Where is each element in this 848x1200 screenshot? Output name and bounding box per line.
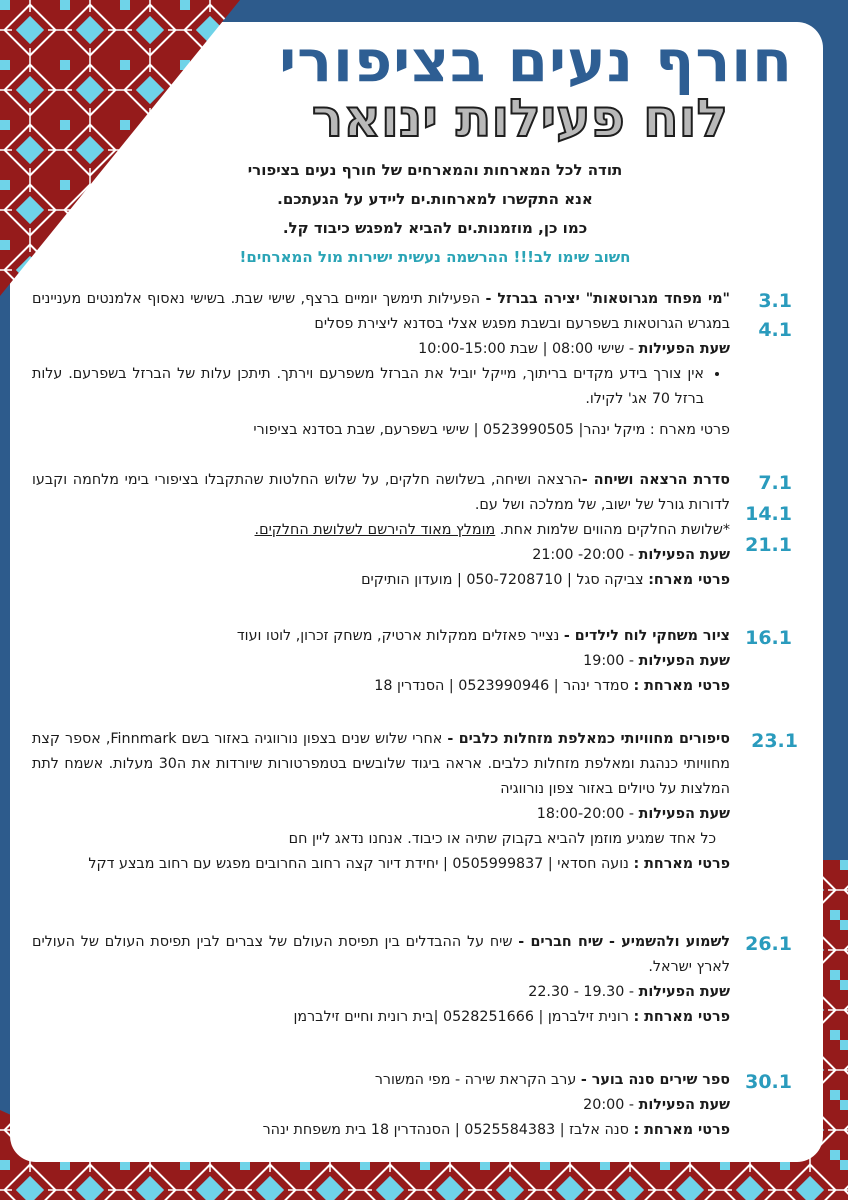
event-desc: אחרי שלוש שנים בצפון נורווגיה באזור בשם Finnmark, אספר קצת מחוויותי כנהגת ומאלפת מזחלות כלבים. אראה ביגוד שלובשים בטמפרטורות שיורדות את ה30 מעלות. אשמח לתת המלצות על טיולים באזור צפון נורווגיה — [32, 731, 731, 797]
event-desc: שיח על ההבדלים בין תפיסת העולם של צברים לבין תפיסת העולם של העולים לארץ ישראל. — [32, 934, 730, 975]
event-bullets — [32, 362, 730, 412]
intro-line: תודה לכל המארחות והמארחים של חורף נעים בציפורי — [247, 161, 623, 179]
event-desc: הרצאה ושיחה, בשלושה חלקים, על שלוש החלטות שהתקבלו בציפורי בימי מלחמה וקבעו לדורות גורל של ישוב, של ממלכה ושל עם. — [32, 472, 730, 513]
host-label: פרטי מארחת : — [633, 678, 730, 694]
event-description — [32, 468, 730, 518]
event-title: סדרת הרצאה ושיחה - — [581, 472, 730, 488]
event-item — [32, 1068, 792, 1148]
event-date: 3.1 — [758, 290, 792, 312]
event-dates — [732, 624, 792, 653]
event-host — [32, 1005, 730, 1030]
event-extra: כל אחד שמגיע מוזמן להביא בקבוק שתיה או כיבוד. אנחנו נדאג ליין חם — [288, 831, 716, 847]
event-date: 30.1 — [745, 1071, 792, 1093]
note-text: *שלושת החלקים מהווים שלמות אחת. — [499, 522, 730, 538]
event-desc: ערב הקראת שירה - מפי המשורר — [374, 1072, 577, 1088]
event-title: "מי מפחד מגרוטאות" יצירה בברזל - — [485, 291, 730, 307]
event-hours — [32, 802, 730, 827]
intro-line: אנא התקשרו למארחות.ים ליידע על הגעתכם. — [277, 190, 593, 208]
event-body — [32, 1068, 730, 1143]
event-item — [32, 727, 798, 907]
host-value: סמדר ינהר | 0523990946 | הסנדרין 18 — [374, 678, 629, 694]
event-body — [32, 468, 730, 593]
hours-value: - 19:00 — [583, 653, 635, 669]
event-host — [32, 852, 730, 877]
event-host — [32, 1118, 730, 1143]
event-hours — [32, 337, 730, 362]
event-description — [32, 287, 730, 337]
host-label: פרטי מארחת : — [633, 1009, 730, 1025]
hours-value: - שישי 08:00 | שבת 10:00-15:00 — [418, 341, 635, 357]
event-dates — [732, 287, 792, 345]
hours-value: - 20:00- 21:00 — [532, 547, 635, 563]
host-label: פרטי מארחת : — [633, 1122, 730, 1138]
event-date: 14.1 — [745, 503, 792, 525]
hours-value: - 20:00 — [583, 1097, 635, 1113]
event-bullet: • אין צורך בידע מקדים בריתוך, מייקל יוביל את הברזל משפרעם וירתך. תיתכן עלות של הברזל בשפרעם. עלות ברזל 70 אג' לקילו. — [32, 362, 704, 412]
event-item — [32, 930, 792, 1040]
event-item — [32, 624, 792, 704]
event-title: ציור משחקי לוח לילדים - — [563, 628, 730, 644]
hours-label: שעת הפעילות — [638, 806, 730, 822]
event-date: 21.1 — [745, 534, 792, 556]
event-host — [32, 418, 730, 443]
event-title: ספר שירים סנה בוער - — [580, 1072, 730, 1088]
hours-value: - 18:00-20:00 — [536, 806, 635, 822]
event-item — [32, 468, 792, 598]
event-description — [32, 624, 730, 649]
host-value: : מיקל ינהר| 0523990505 | שישי בשפרעם, שבת בסדנא בציפורי — [253, 422, 655, 438]
event-dates — [738, 727, 798, 756]
event-body — [32, 727, 730, 877]
hours-label: שעת הפעילות — [638, 1097, 730, 1113]
event-date: 16.1 — [745, 627, 792, 649]
host-label: פרטי מארחת : — [633, 856, 730, 872]
event-hours — [32, 649, 730, 674]
event-body — [32, 624, 730, 699]
event-hours — [32, 543, 730, 568]
host-value: צביקה סגל | 050-7208710 | מועדון הותיקים — [361, 572, 644, 588]
event-dates — [732, 1068, 792, 1097]
hours-value: - 19.30 - 22.30 — [528, 984, 635, 1000]
hours-label: שעת הפעילות — [638, 984, 730, 1000]
event-item — [32, 287, 792, 437]
event-date: 7.1 — [758, 472, 792, 494]
event-date: 23.1 — [751, 730, 798, 752]
note-underline: מומלץ מאוד להירשם לשלושת החלקים. — [254, 522, 496, 538]
event-hours — [32, 1093, 730, 1118]
host-value: סנה אלבז | 0525584383 | הסנהדרין 18 בית משפחת ינהר — [262, 1122, 629, 1138]
hours-label: שעת הפעילות — [638, 653, 730, 669]
event-description — [32, 727, 730, 802]
event-body — [32, 287, 730, 443]
hours-label: שעת הפעילות — [638, 547, 730, 563]
event-note — [32, 518, 730, 543]
event-body — [32, 930, 730, 1030]
host-label: פרטי מארח: — [648, 572, 730, 588]
event-desc: הפעילות תימשך יומיים ברצף, שישי שבת. בשישי נאסוף אלמנטים מעניינים במגרש הגרוטאות בשפרעם ובשבת מפגש אצלי בסדנא ליצירת פסלים — [32, 291, 730, 332]
intro-text — [150, 156, 720, 272]
event-dates — [732, 930, 792, 959]
event-description — [32, 1068, 730, 1093]
event-title: לשמוע ולהשמיע - שיח חברים - — [518, 934, 730, 950]
page-subtitle: לוח פעילות ינואר — [311, 89, 728, 149]
event-date: 4.1 — [758, 319, 792, 341]
event-dates — [732, 468, 792, 561]
event-hours — [32, 980, 730, 1005]
event-host — [32, 674, 730, 699]
event-host — [32, 568, 730, 593]
event-date: 26.1 — [745, 933, 792, 955]
host-value: נועה חסדאי | 0505999837 | יחידת דיור קצה רחוב החרובים מפגש עם רחוב מבצע דקל — [88, 856, 629, 872]
page-title: חורף נעים בציפורי — [279, 27, 793, 95]
event-desc: נצייר פאזלים ממקלות ארטיק, משחק זכרון, לוטו ועוד — [236, 628, 560, 644]
registration-notice: חשוב שימו לב!!! ההרשמה נעשית ישירות מול המארחים! — [239, 248, 631, 266]
host-value: רונית זילברמן | 0528251666 |בית רונית וחיים זילברמן — [293, 1009, 629, 1025]
hours-label: שעת הפעילות — [638, 341, 730, 357]
intro-line: כמו כן, מוזמנות.ים להביא למפגש כיבוד קל. — [282, 219, 588, 237]
event-description — [32, 930, 730, 980]
event-title: סיפורים מחוויותי כמאלפת מזחלות כלבים - — [447, 731, 730, 747]
host-label: פרטי מארח — [659, 422, 730, 438]
